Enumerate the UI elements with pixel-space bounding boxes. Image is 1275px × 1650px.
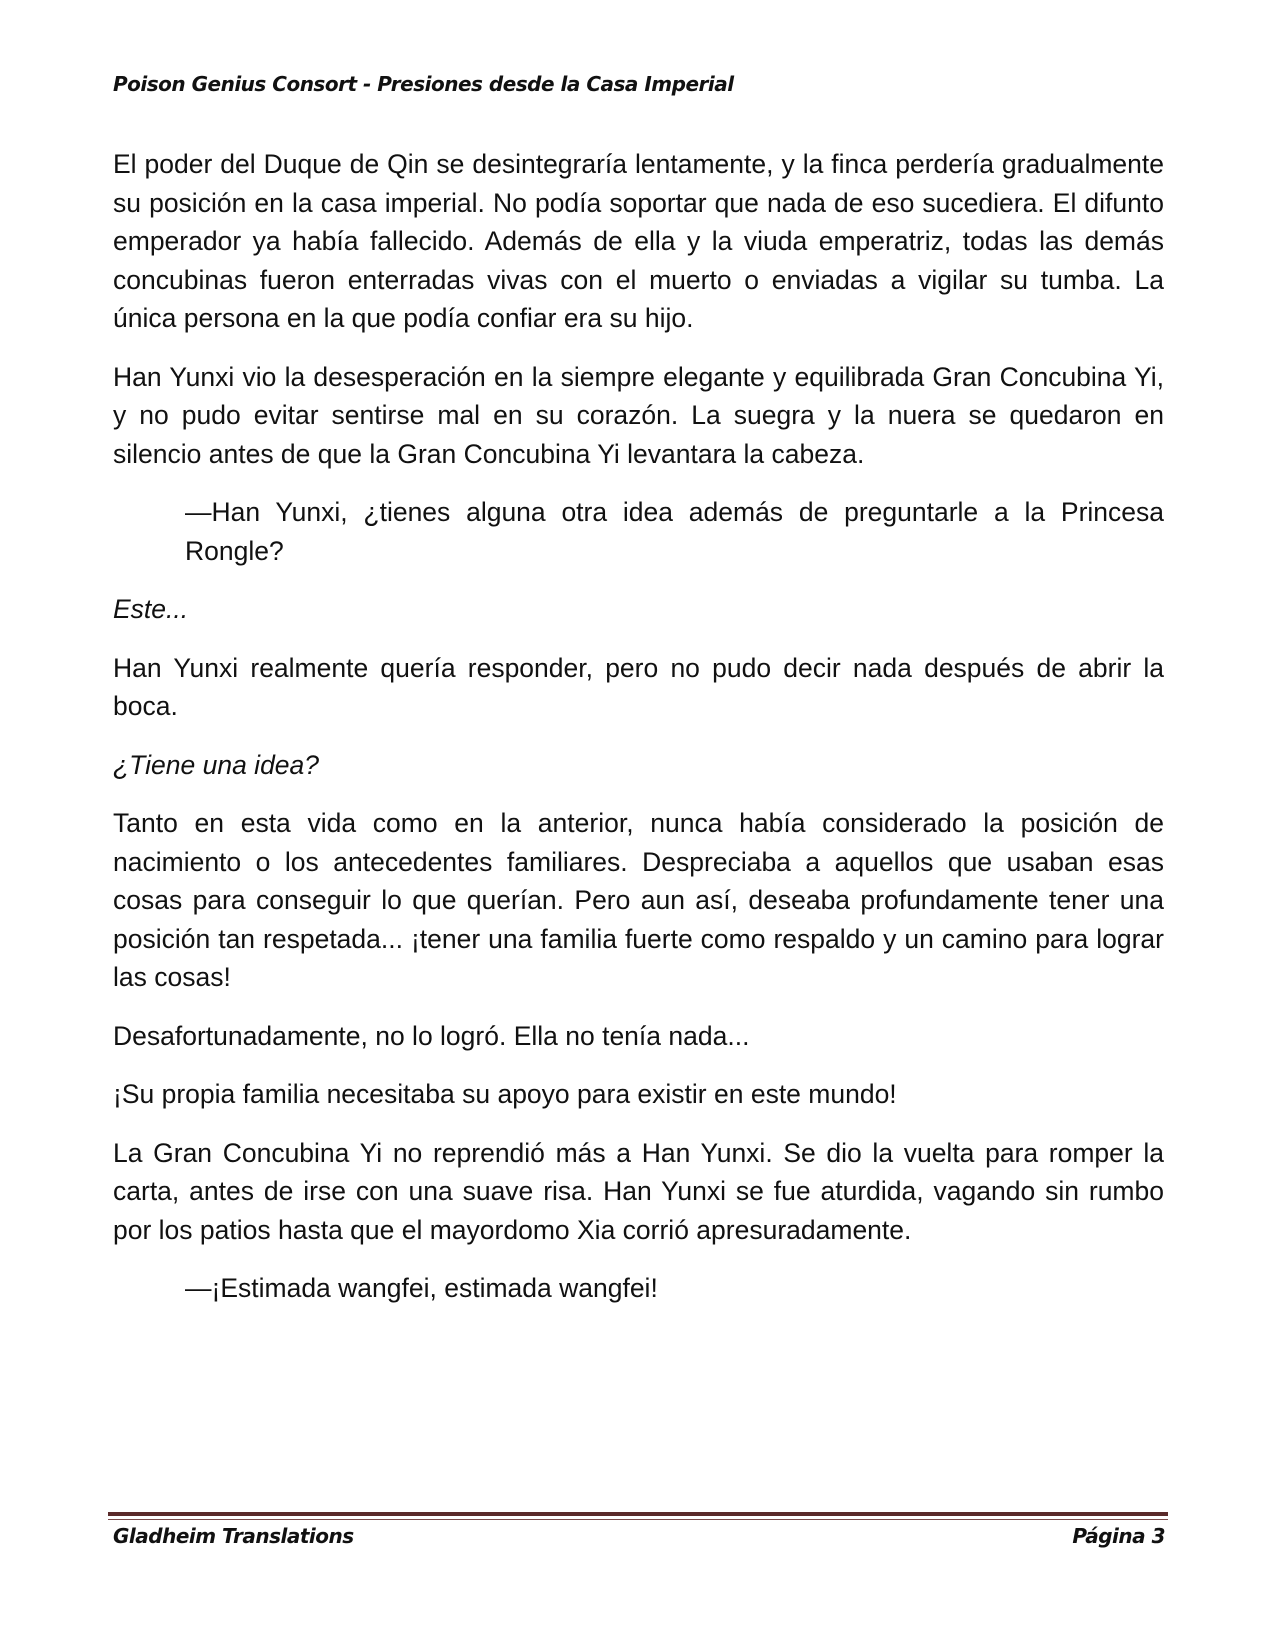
- footer-divider-thin: [108, 1519, 1168, 1520]
- paragraph: El poder del Duque de Qin se desintegraría lentamente, y la finca perdería gradualmente su posición en la casa imperial. No podía soportar que nada de eso sucediera. El difunto emperador ya había fallecido. Además de ella y la viuda emperatriz, todas las demás concubinas fueron enterradas vivas con el muerto o enviadas a vigilar su tumba. La única persona en la que podía confiar era su hijo.: [113, 149, 1164, 333]
- page-number: Página 3: [1072, 1524, 1165, 1548]
- footer-publisher: Gladheim Translations: [113, 1524, 354, 1548]
- running-header: Poison Genius Consort - Presiones desde la Casa Imperial: [113, 72, 734, 96]
- thought-paragraph: Este...: [113, 594, 189, 624]
- dialogue-paragraph: —Han Yunxi, ¿tienes alguna otra idea además de preguntarle a la Princesa Rongle?: [185, 497, 1164, 566]
- footer-divider: [108, 1512, 1168, 1516]
- paragraph: Han Yunxi vio la desesperación en la siempre elegante y equilibrada Gran Concubina Yi, y no pudo evitar sentirse mal en su corazón. La suegra y la nuera se quedaron en silencio antes de que la Gran Concubina Yi levantara la cabeza.: [113, 361, 1164, 469]
- thought-paragraph: ¿Tiene una idea?: [113, 749, 320, 780]
- paragraph: Tanto en esta vida como en la anterior, nunca había considerado la posición de nacimiento o los antecedentes familiares. Despreciaba a aquellos que usaban esas cosas para conseguir lo que querían. Pero aun así, deseaba profundamente tener una posición tan respetada... ¡tener una familia fuerte como respaldo y un camino para lograr las cosas!: [113, 808, 1164, 992]
- paragraph: Desafortunadamente, no lo logró. Ella no tenía nada...: [113, 1020, 750, 1051]
- page-body: [113, 145, 1164, 1328]
- paragraph: ¡Su propia familia necesitaba su apoyo para existir en este mundo!: [113, 1079, 897, 1109]
- paragraph: Han Yunxi realmente quería responder, pero no pudo decir nada después de abrir la boca.: [113, 652, 1164, 721]
- paragraph: La Gran Concubina Yi no reprendió más a Han Yunxi. Se dio la vuelta para romper la carta, antes de irse con una suave risa. Han Yunxi se fue aturdida, vagando sin rumbo por los patios hasta que el mayordomo Xia corrió apresuradamente.: [113, 1137, 1164, 1245]
- dialogue-paragraph: —¡Estimada wangfei, estimada wangfei!: [185, 1273, 658, 1303]
